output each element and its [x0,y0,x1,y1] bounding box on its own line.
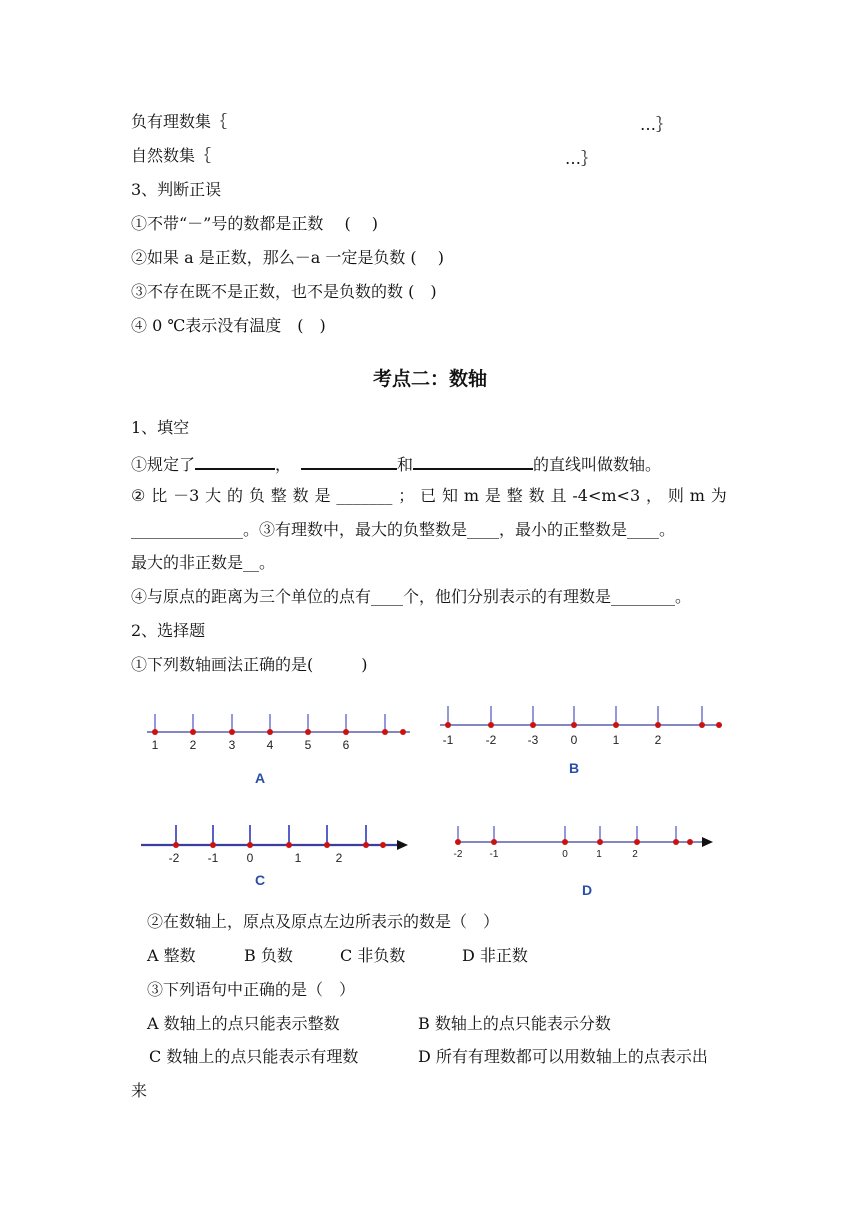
neg-rational-label: 负有理数集｛ [131,112,228,131]
tick-label: 1 [612,733,620,747]
fill-q2-word: ； [398,486,415,505]
fill-q2-word: 比 [151,486,168,505]
fill-q2-word: －3 [173,486,200,505]
point-dot [210,842,216,848]
fill-q2-line2: ______________。③有理数中，最大的负整数是____，最小的正整数是____。 [131,520,676,539]
fill-q2-word: 整 [506,486,523,505]
fill-q2-word: _______ [336,486,393,505]
option-label: D [581,882,593,898]
tick-label: 0 [570,733,578,747]
tick-label: 1 [294,851,302,865]
option-label: A [254,770,266,786]
judge-item-1: ①不带“－”号的数都是正数 ( ) [131,214,379,233]
point-dot [597,839,603,845]
fill-q2-word: 则 [667,486,684,505]
fill-q1-suffix: 的直线叫做数轴。 [533,455,662,474]
choice-q2-option-d: D 非正数 [462,946,528,965]
point-dot [562,839,568,845]
choice-q1: ①下列数轴画法正确的是( ) [131,655,368,674]
judge-item-3: ③不存在既不是正数，也不是负数的数 ( ) [131,282,437,301]
choice-q3: ③下列语句中正确的是（ ） [147,980,356,999]
point-dot [445,722,451,728]
number-line-C [141,825,408,888]
judge-item-4: ④ 0 ℃表示没有温度 ( ) [131,316,326,335]
fill-q1-sep1: ， [275,455,292,474]
fill-q2-word: m [463,486,480,505]
fill-q2-word: 是 [314,486,331,505]
tick-label: 3 [228,738,236,752]
point-dot [455,839,461,845]
fill-q2-word: 负 [248,486,265,505]
fill-q2-word: 的 [227,486,244,505]
natural-end: …｝ [565,149,598,168]
choice-heading: 2、选择题 [131,621,206,640]
point-dot [687,839,693,845]
fill-q2-word: -4<m<3 [572,486,641,505]
fill-q2-word: 且 [550,486,567,505]
tick-label: 2 [654,733,662,747]
fill-q2-word: 数 [528,486,545,505]
tick-label: 2 [189,738,197,752]
tick-label: 2 [632,849,638,860]
point-dot [530,722,536,728]
fill-q2-word: 数 [292,486,309,505]
point-dot [173,842,179,848]
point-dot [286,842,292,848]
point-dot [655,722,661,728]
fill-q2-line3: 最大的非正数是__。 [131,553,276,572]
tick-label: -1 [489,849,499,860]
tick-label: 1 [151,738,159,752]
option-label: C [254,872,266,888]
tick-label: -2 [453,849,463,860]
point-dot [699,722,705,728]
natural-label: 自然数集｛ [131,146,212,165]
fill-q2-word: ② [131,486,146,505]
point-dot [363,842,369,848]
fill-q2-word: 已 [420,486,437,505]
point-dot [380,842,386,848]
choice-q3-option-a: A 数轴上的点只能表示整数 [147,1014,340,1033]
point-dot [491,839,497,845]
point-dot [343,729,349,735]
section-title: 考点二：数轴 [372,368,487,390]
fill-q1-sep2: 和 [397,455,414,474]
choice-q2: ②在数轴上，原点及原点左边所表示的数是（ ） [147,912,500,931]
point-dot [229,729,235,735]
tick-label: -1 [207,851,219,865]
point-dot [247,842,253,848]
point-dot [324,842,330,848]
point-dot [613,722,619,728]
tick-label: 0 [246,851,254,865]
point-dot [488,722,494,728]
fill-q2-word: m [689,486,705,505]
point-dot [400,729,406,735]
neg-rational-end: …｝ [640,115,673,134]
choice-q3-option-b: B 数轴上的点只能表示分数 [418,1014,611,1033]
choice-q2-option-c: C 非负数 [340,946,406,965]
option-label: B [568,760,580,776]
axis-arrow [397,840,408,850]
axis-arrow [702,837,713,847]
tick-label: 6 [342,738,350,752]
point-dot [634,839,640,845]
point-dot [571,722,577,728]
number-line-D [454,826,713,898]
fill-q2-word: 为 [710,486,727,505]
tick-label: -2 [485,733,497,747]
choice-q3-option-c: C 数轴上的点只能表示有理数 [149,1047,359,1066]
point-dot [673,839,679,845]
fill-q2-word: 是 [484,486,501,505]
tick-label: 5 [304,738,312,752]
point-dot [267,729,273,735]
tick-label: 0 [562,849,568,860]
tick-label: 2 [335,851,343,865]
choice-q3-option-d: D 所有有理数都可以用数轴上的点表示出 [418,1047,708,1066]
tick-label: -2 [168,851,180,865]
fill-heading: 1、填空 [131,418,190,437]
choice-q2-option-b: B 负数 [244,946,293,965]
tick-label: -3 [527,733,539,747]
number-line-B [440,706,722,776]
point-dot [190,729,196,735]
point-dot [305,729,311,735]
point-dot [152,729,158,735]
point-dot [382,729,388,735]
fill-q4: ④与原点的距离为三个单位的点有____个，他们分别表示的有理数是________。 [131,587,692,606]
tick-label: -1 [442,733,454,747]
fill-q2-word: ， [646,486,663,505]
fill-q2-word: 整 [270,486,287,505]
number-line-A [147,714,410,786]
tick-label: 4 [266,738,274,752]
fill-q1-prefix: ①规定了 [131,455,196,474]
judge-item-2: ②如果 a 是正数，那么－a 一定是负数 ( ) [131,248,444,267]
point-dot [716,722,722,728]
fill-q2-word: 知 [441,486,458,505]
judge-heading: 3、判断正误 [131,180,222,199]
tick-label: 1 [596,849,602,860]
choice-q3-wrap: 来 [131,1081,148,1100]
choice-q2-option-a: A 整数 [147,946,196,965]
fill-q2-word: 大 [205,486,222,505]
